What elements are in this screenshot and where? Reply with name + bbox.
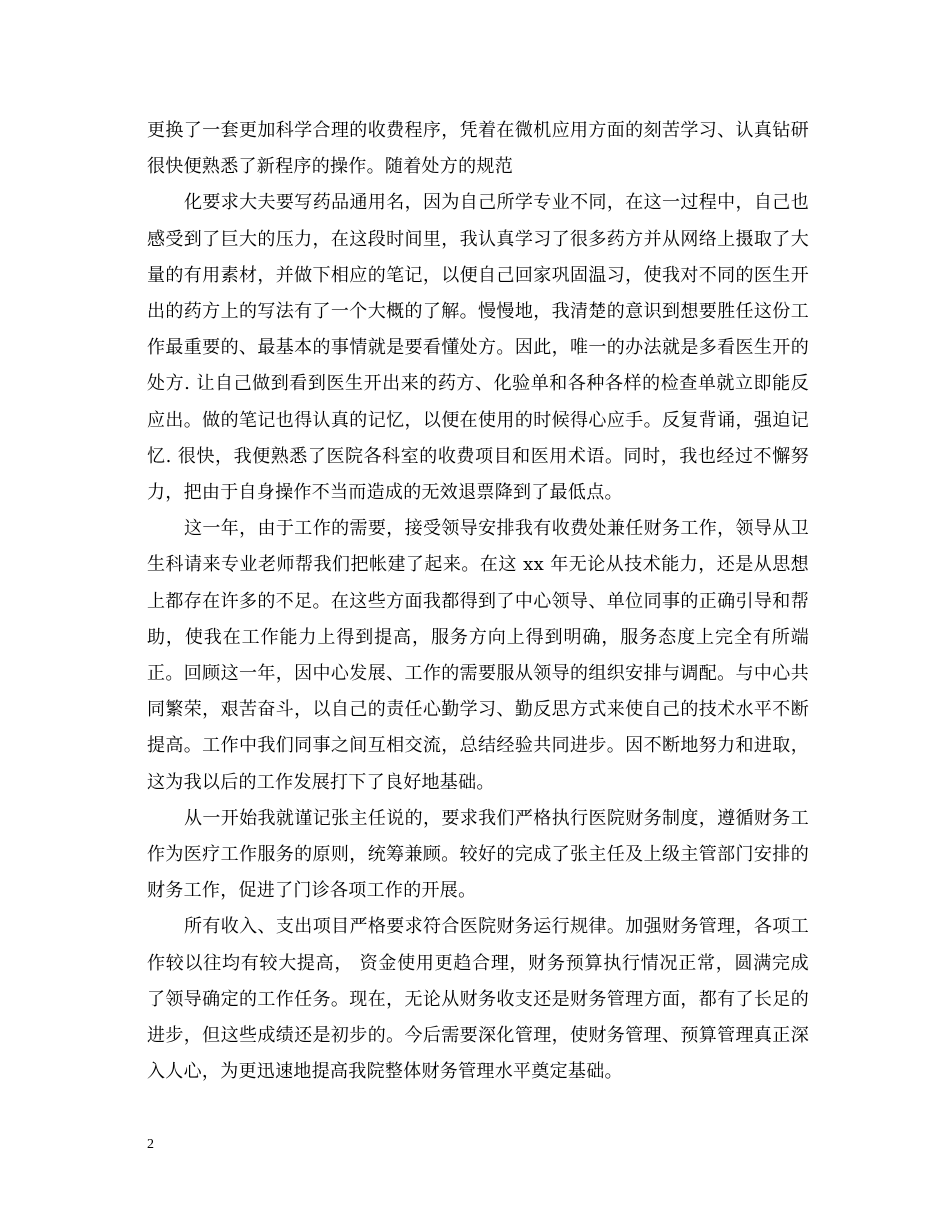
paragraph-3: 这一年，由于工作的需要，接受领导安排我有收费处兼任财务工作，领导从卫生科请来专业老师帮我们把帐建了起来。在这 xx 年无论从技术能力，还是从思想上都存在许多的不足。在这些方面我都得到了中心领导、单位同事的正确引导和帮助，使我在工作能力上得到提高，服务方向上得到明确，服务态度上完全有所端正。回顾这一年，因中心发展、工作的需要服从领导的组织安排与调配。与中心共同繁荣，艰苦奋斗，以自己的责任心勤学习、勤反思方式来使自己的技术水平不断提高。工作中我们同事之间互相交流，总结经验共同进步。因不断地努力和进取，这为我以后的工作发展打下了良好地基础。 — [147, 518, 809, 793]
document-body — [147, 113, 809, 1090]
paragraph-4: 从一开始我就谨记张主任说的，要求我们严格执行医院财务制度，遵循财务工作为医疗工作服务的原则，统筹兼顾。较好的完成了张主任及上级主管部门安排的财务工作，促进了门诊各项工作的开展。 — [147, 807, 809, 902]
paragraph-2: 化要求大夫要写药品通用名，因为自己所学专业不同，在这一过程中，自己也感受到了巨大的压力，在这段时间里，我认真学习了很多药方并从网络上摄取了大量的有用素材，并做下相应的笔记，以便自己回家巩固温习，使我对不同的医生开出的药方上的写法有了一个大概的了解。慢慢地，我清楚的意识到想要胜任这份工作最重要的、最基本的事情就是要看懂处方。因此，唯一的办法就是多看医生开的处方. 让自己做到看到医生开出来的药方、化验单和各种各样的检查单就立即能反应出。做的笔记也得认真的记忆，以便在使用的时候得心应手。反复背诵，强迫记忆. 很快，我便熟悉了医院各科室的收费项目和医用术语。同时，我也经过不懈努力，把由于自身操作不当而造成的无效退票降到了最低点。 — [147, 192, 809, 504]
page-number: 2 — [147, 1137, 154, 1152]
paragraph-5: 所有收入、支出项目严格要求符合医院财务运行规律。加强财务管理，各项工作较以往均有较大提高， 资金使用更趋合理，财务预算执行情况正常，圆满完成了领导确定的工作任务。现在，无论从财务收支还是财务管理方面，都有了长足的进步，但这些成绩还是初步的。今后需要深化管理，使财务管理、预算管理真正深入人心，为更迅速地提高我院整体财务管理水平奠定基础。 — [147, 916, 809, 1083]
paragraph-1: 更换了一套更加科学合理的收费程序，凭着在微机应用方面的刻苦学习、认真钻研很快便熟悉了新程序的操作。随着处方的规范 — [147, 120, 809, 178]
